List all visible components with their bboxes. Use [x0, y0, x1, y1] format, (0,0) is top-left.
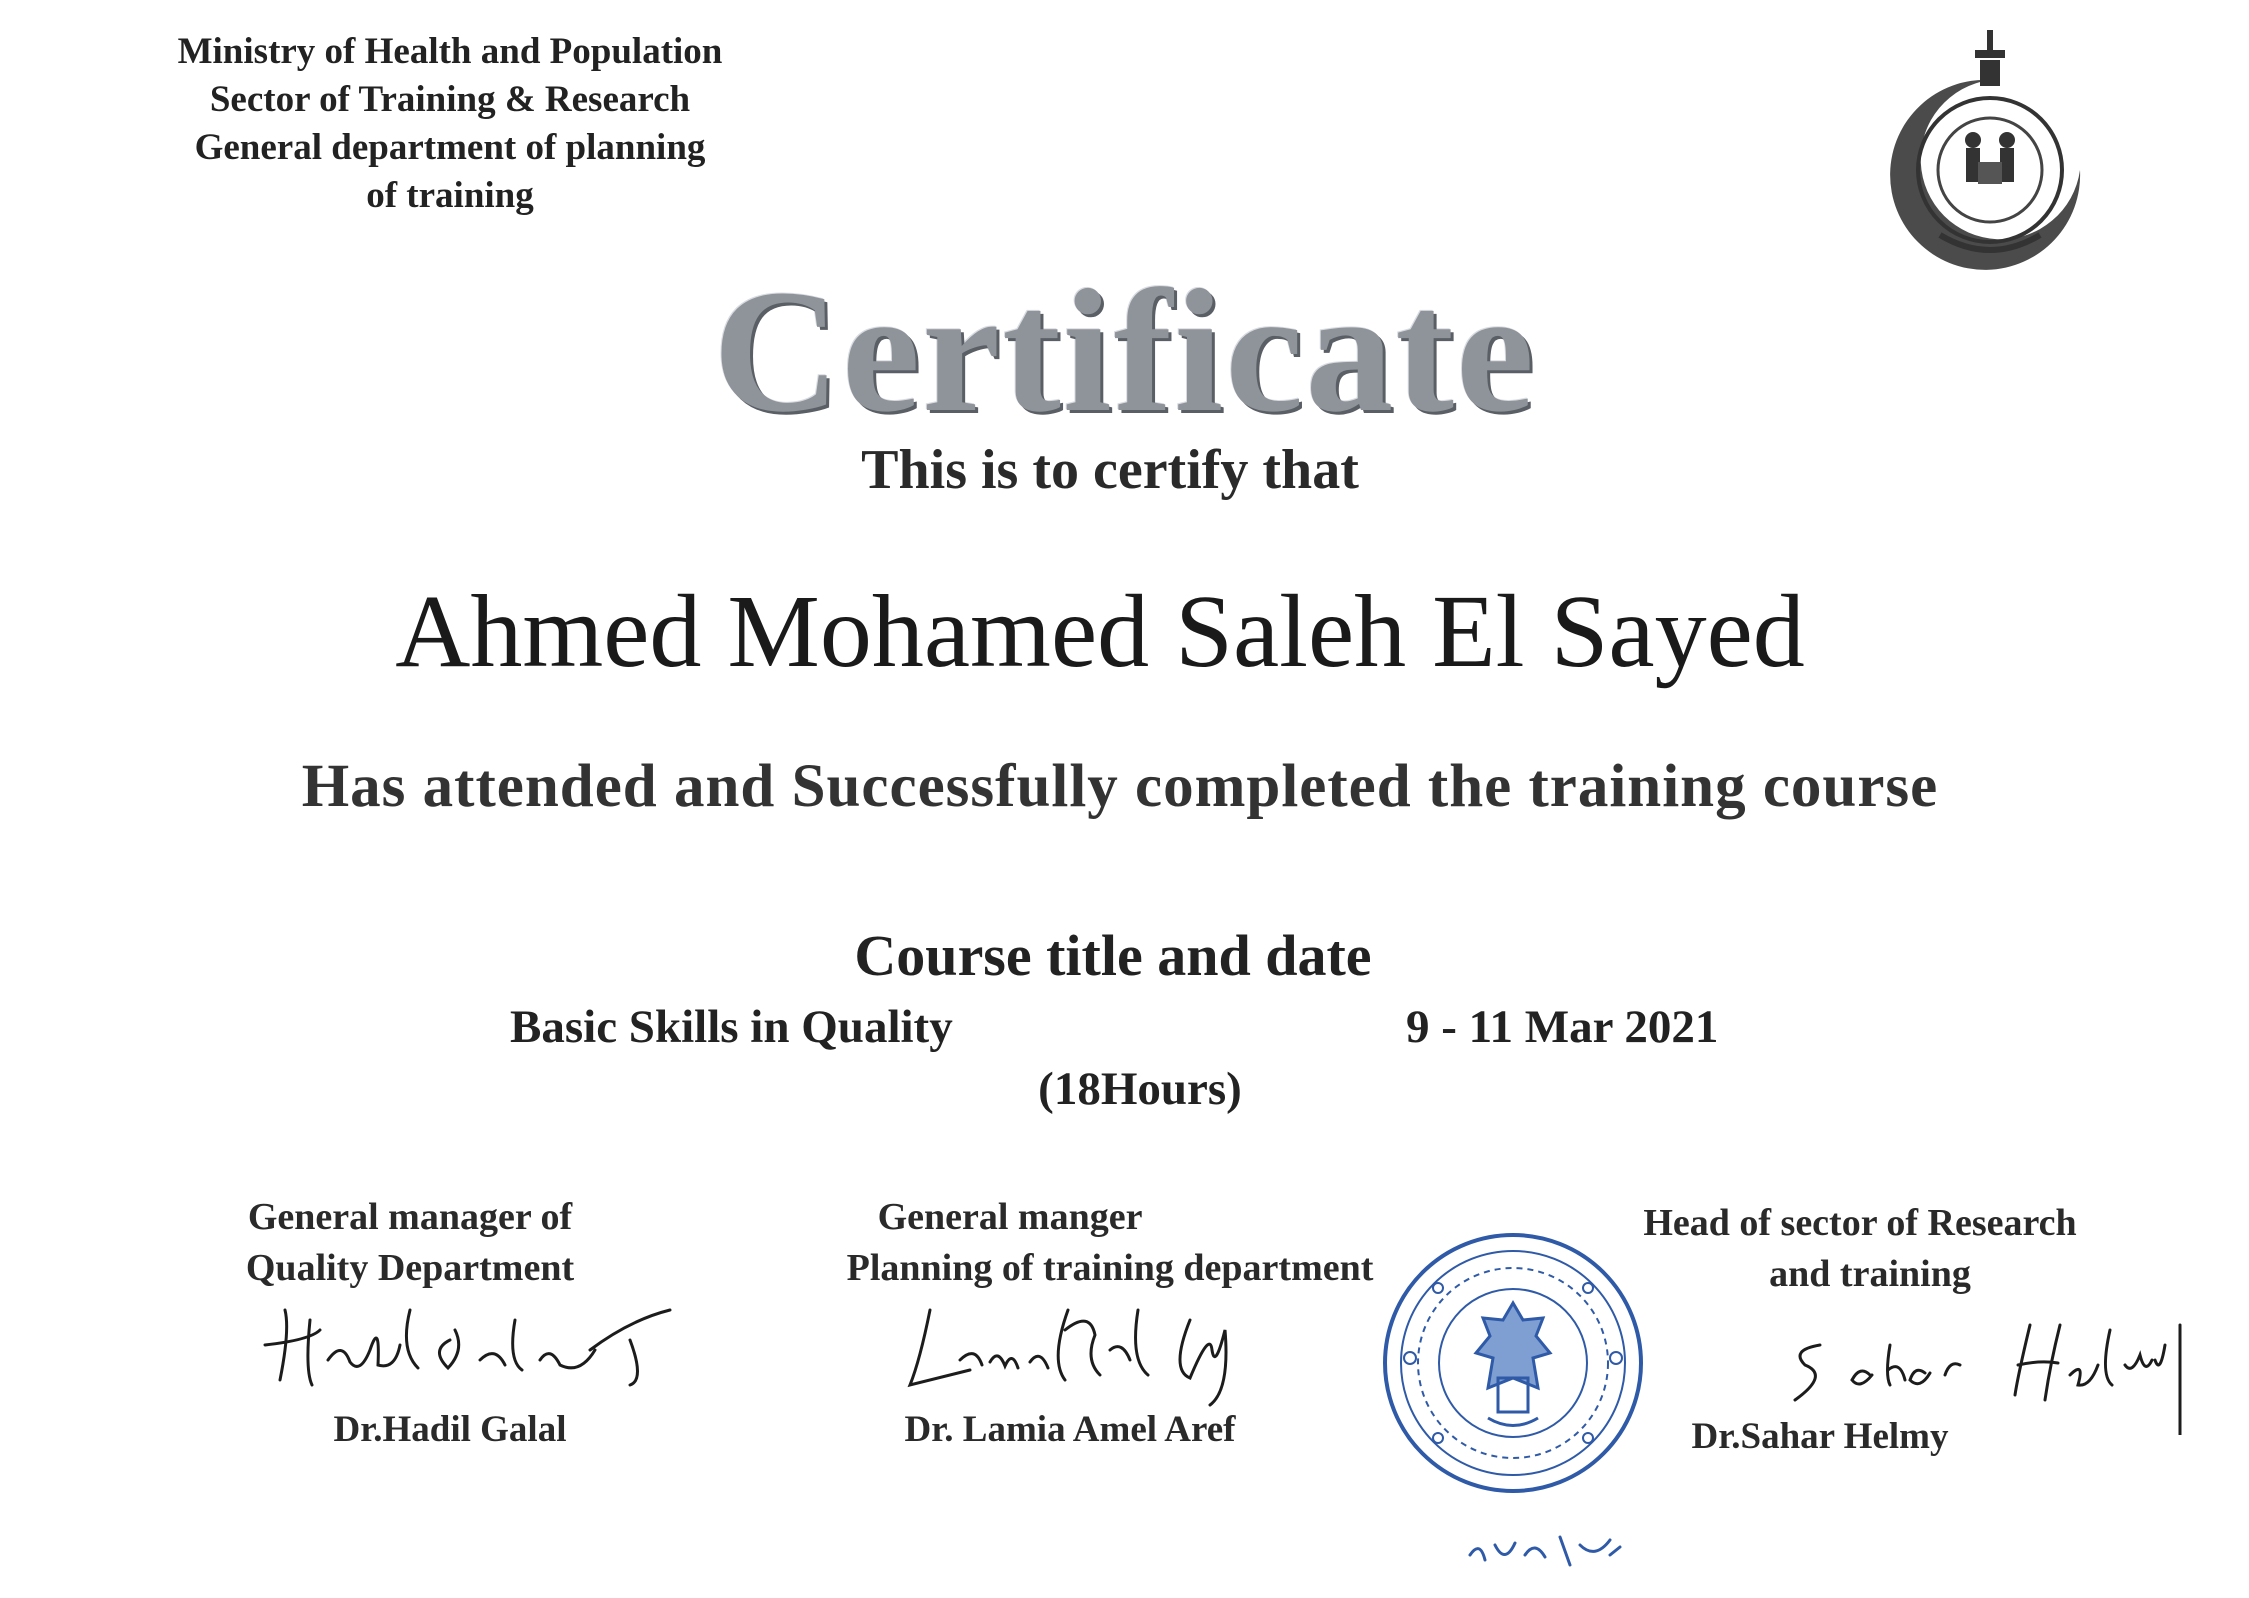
completion-statement: Has attended and Successfully completed the training course [301, 753, 1939, 820]
signatory-title-line: General manager of [247, 1196, 573, 1238]
stamp-scribble-icon [1460, 1525, 1630, 1575]
course-hours: (18Hours) [1038, 1063, 1242, 1115]
signatory-title-line: Quality Department [245, 1247, 575, 1289]
signatory-title-line: General manger [877, 1196, 1143, 1238]
signatory-title-line: Planning of training department [846, 1247, 1374, 1289]
course-dates: 9 - 11 Mar 2021 [1406, 1001, 1719, 1053]
signatory-title-line: Head of sector of Research [1643, 1202, 2077, 1244]
issuer-header [120, 28, 780, 220]
signatory-planning-title [790, 1192, 1430, 1294]
issuer-line-training: of training [366, 175, 534, 216]
signatory-title-line: and training [1769, 1253, 1971, 1295]
signatory-name-quality: Dr.Hadil Galal [333, 1409, 567, 1450]
issuer-line-sector: Sector of Training & Research [209, 79, 691, 120]
course-name: Basic Skills in Quality [510, 1001, 953, 1053]
signatory-name-planning: Dr. Lamia Amel Aref [904, 1409, 1236, 1450]
signature-lamia-aref [890, 1290, 1290, 1410]
signatory-quality-title [180, 1192, 640, 1294]
certify-statement: This is to certify that [861, 439, 1359, 501]
ministry-emblem-icon [1880, 20, 2100, 282]
signature-hadil-galal [250, 1290, 680, 1400]
recipient-name: Ahmed Mohamed Saleh El Sayed [395, 574, 1805, 689]
course-heading: Course title and date [854, 923, 1372, 988]
issuer-line-ministry: Ministry of Health and Population [177, 31, 723, 72]
issuer-line-department: General department of planning [194, 127, 706, 168]
certificate-title: Certificate [712, 254, 1537, 449]
signatory-name-research: Dr.Sahar Helmy [1691, 1416, 1949, 1457]
signatory-research-title [1600, 1198, 2120, 1300]
